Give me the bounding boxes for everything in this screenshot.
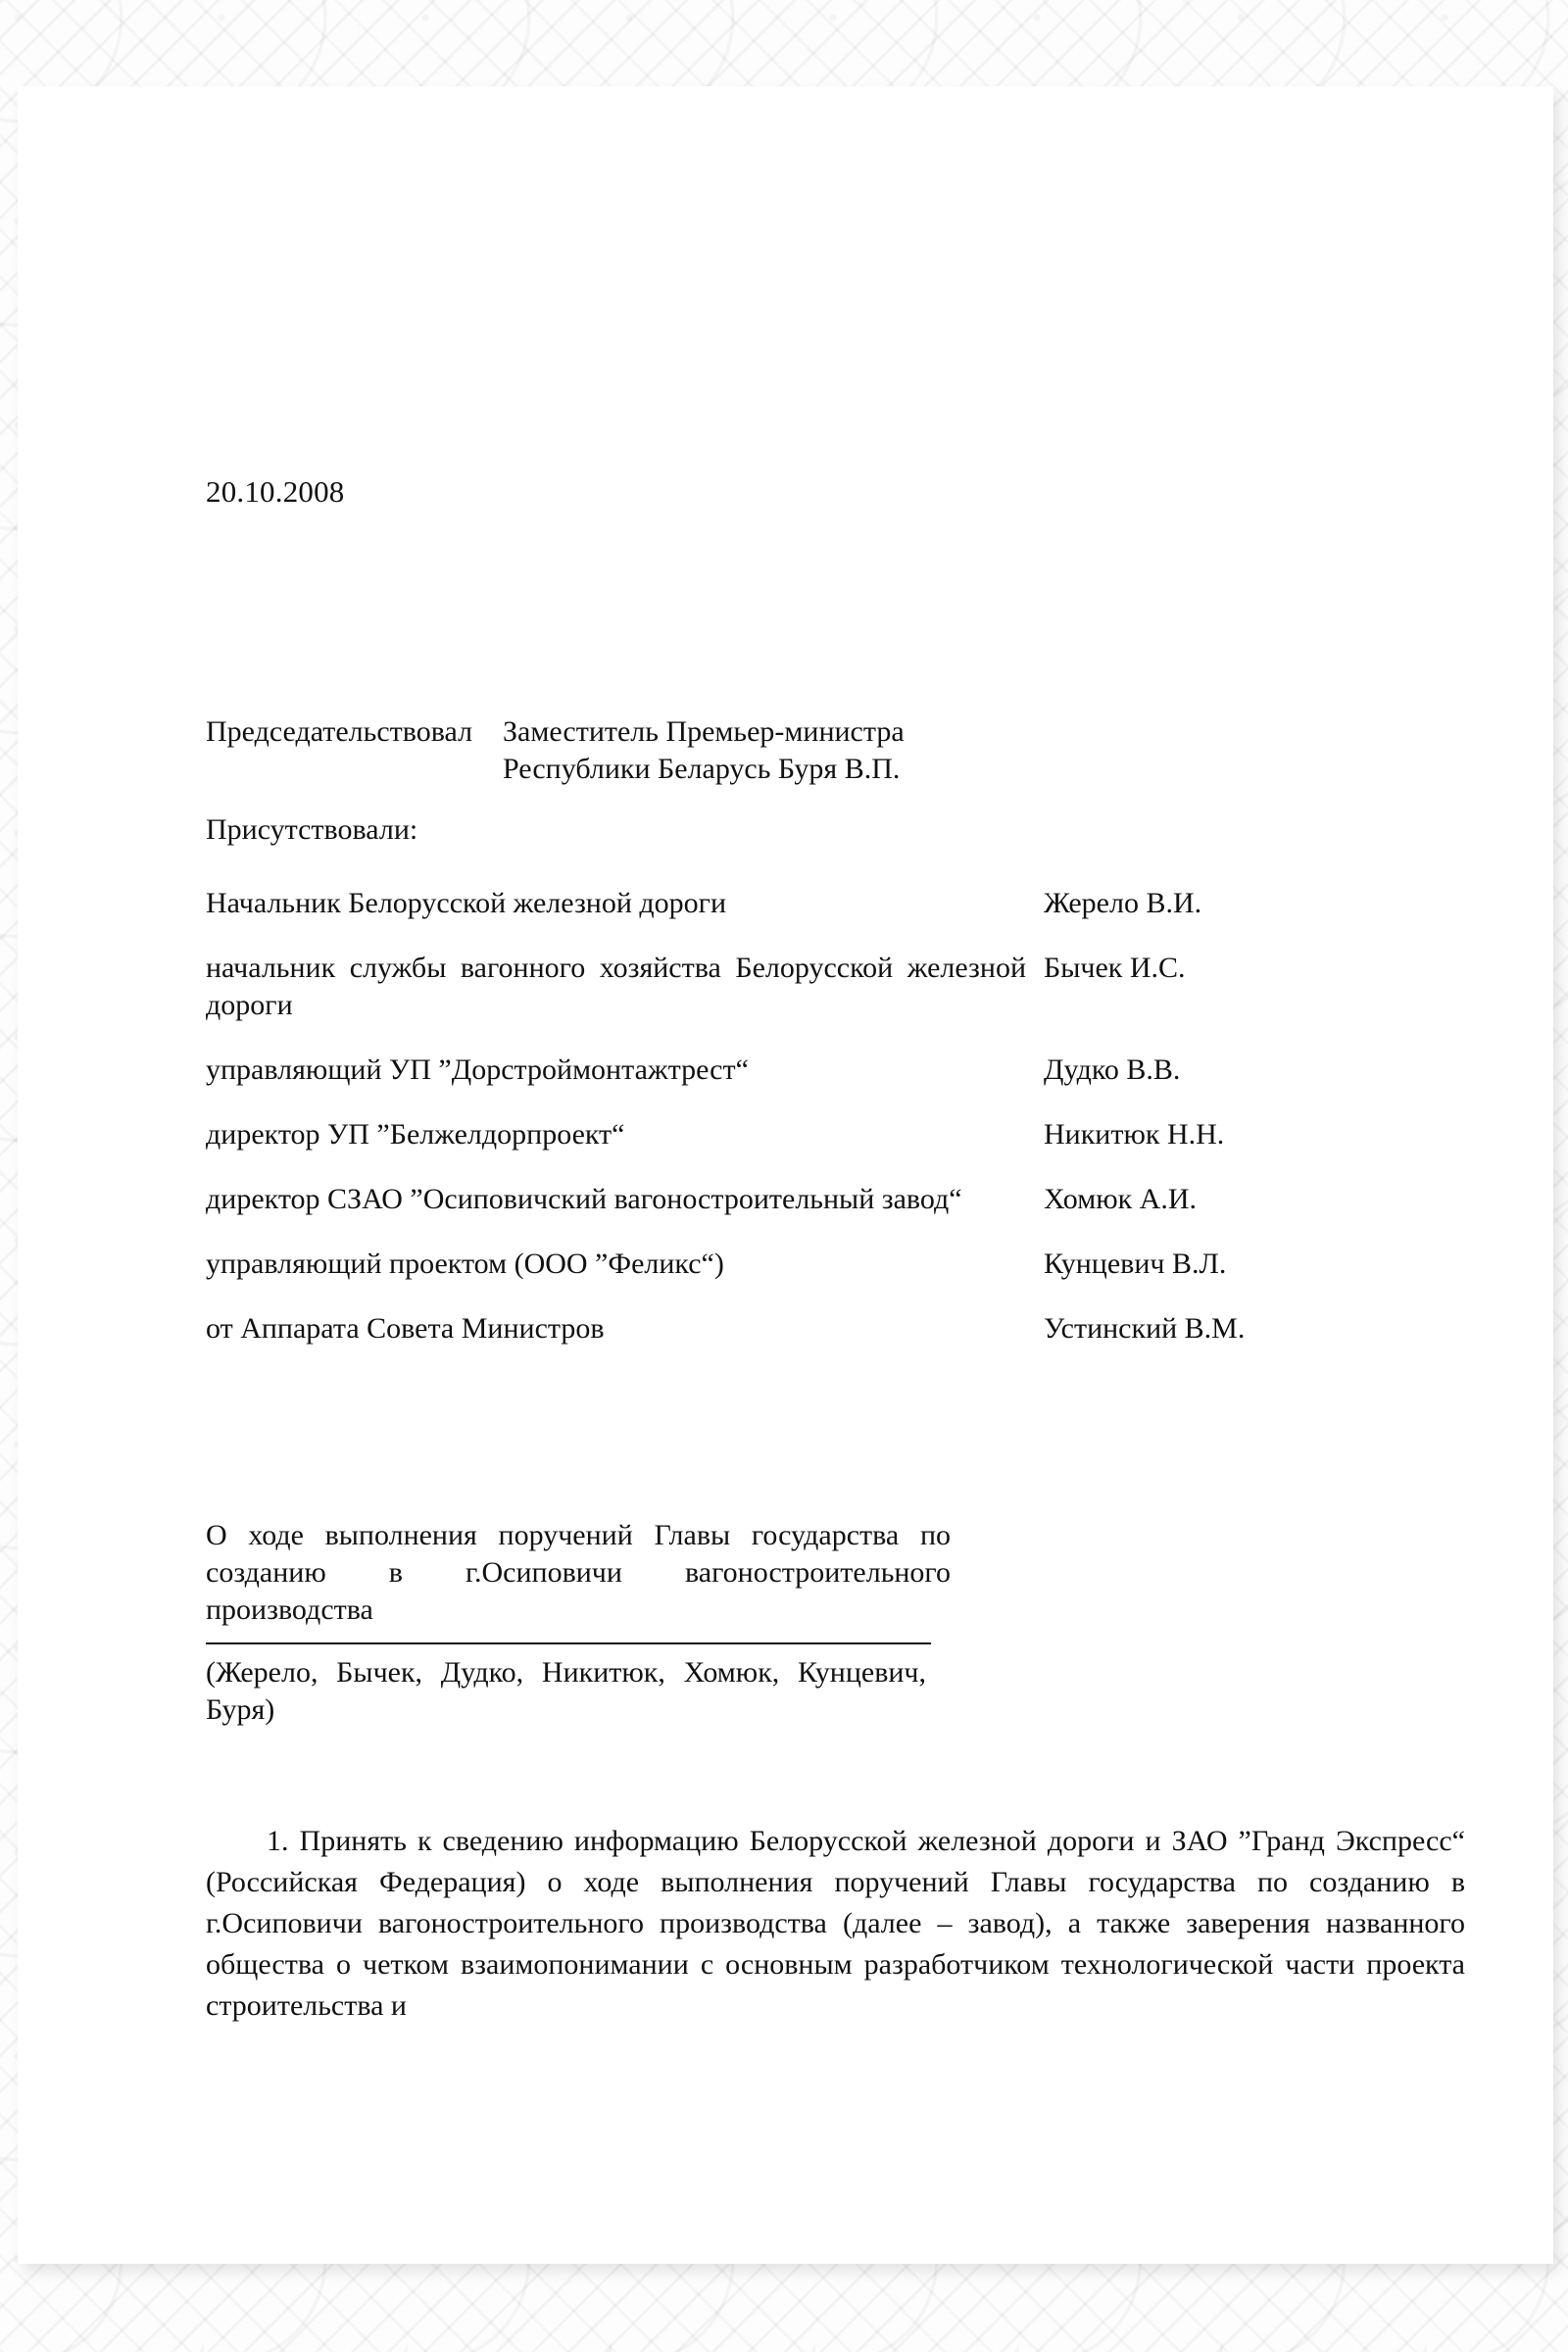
attendee-name: Кунцевич В.Л. bbox=[1044, 1248, 1227, 1280]
attendee-row bbox=[206, 950, 1465, 1024]
attendee-position: управляющий УП ”Дорстроймонтажтрест“ bbox=[206, 1054, 749, 1086]
attendee-position: директор СЗАО ”Осиповичский вагоностроительный завод“ bbox=[206, 1183, 962, 1215]
document-date: 20.10.2008 bbox=[206, 474, 345, 509]
attendee-position: начальник службы вагонного хозяйства Белорусской железной дороги bbox=[206, 952, 1026, 1021]
attendee-name: Бычек И.С. bbox=[1044, 952, 1186, 984]
attendees-list bbox=[206, 885, 1465, 1375]
attendee-position: Начальник Белорусской железной дороги bbox=[206, 887, 727, 919]
subject-divider bbox=[206, 1642, 931, 1644]
attendee-name: Жерело В.И. bbox=[1044, 887, 1202, 919]
attendee-position: директор УП ”Белжелдорпроект“ bbox=[206, 1118, 625, 1151]
attendee-name: Дудко В.В. bbox=[1044, 1054, 1181, 1086]
chairperson-title-line2: Республики Беларусь Буря В.П. bbox=[503, 753, 901, 785]
attendee-position: управляющий проектом (ООО ”Феликс“) bbox=[206, 1248, 724, 1280]
attendee-name: Устинский В.М. bbox=[1044, 1312, 1246, 1345]
attendee-row bbox=[206, 885, 1465, 922]
attendee-row bbox=[206, 1116, 1465, 1153]
subject-participants: (Жерело, Бычек, Дудко, Никитюк, Хомюк, Кунцевич, Буря) bbox=[206, 1656, 926, 1726]
chairperson-label: Председательствовал bbox=[206, 715, 473, 748]
body-paragraph-1: 1. Принять к сведению информацию Белорусской железной дороги и ЗАО ”Гранд Экспресс“ (Российская Федерация) о ходе выполнения поручений Главы государства по созданию в г.Осиповичи вагоностроительного производства (далее – завод), а также заверения названного общества о четком взаимопонимании с основным разработчиком технологической части проекта строительства и bbox=[206, 1825, 1465, 2022]
attendee-name: Хомюк А.И. bbox=[1044, 1183, 1198, 1215]
chairperson-row bbox=[206, 713, 1465, 788]
attendee-row bbox=[206, 1181, 1465, 1218]
attendee-row bbox=[206, 1052, 1465, 1089]
subject-block bbox=[206, 1517, 951, 1729]
document-page bbox=[18, 86, 1553, 2264]
chairperson-title-line1: Заместитель Премьер-министра bbox=[503, 715, 905, 748]
attendee-position: от Аппарата Совета Министров bbox=[206, 1312, 605, 1345]
subject-title: О ходе выполнения поручений Главы государства по созданию в г.Осиповичи вагоностроительного производства bbox=[206, 1519, 951, 1626]
attendee-row bbox=[206, 1310, 1465, 1348]
attendees-heading: Присутствовали: bbox=[206, 813, 418, 846]
chairperson-value bbox=[503, 713, 1465, 788]
attendee-name: Никитюк Н.Н. bbox=[1044, 1118, 1225, 1151]
attendee-row bbox=[206, 1246, 1465, 1283]
document-page-content bbox=[18, 86, 1553, 2264]
